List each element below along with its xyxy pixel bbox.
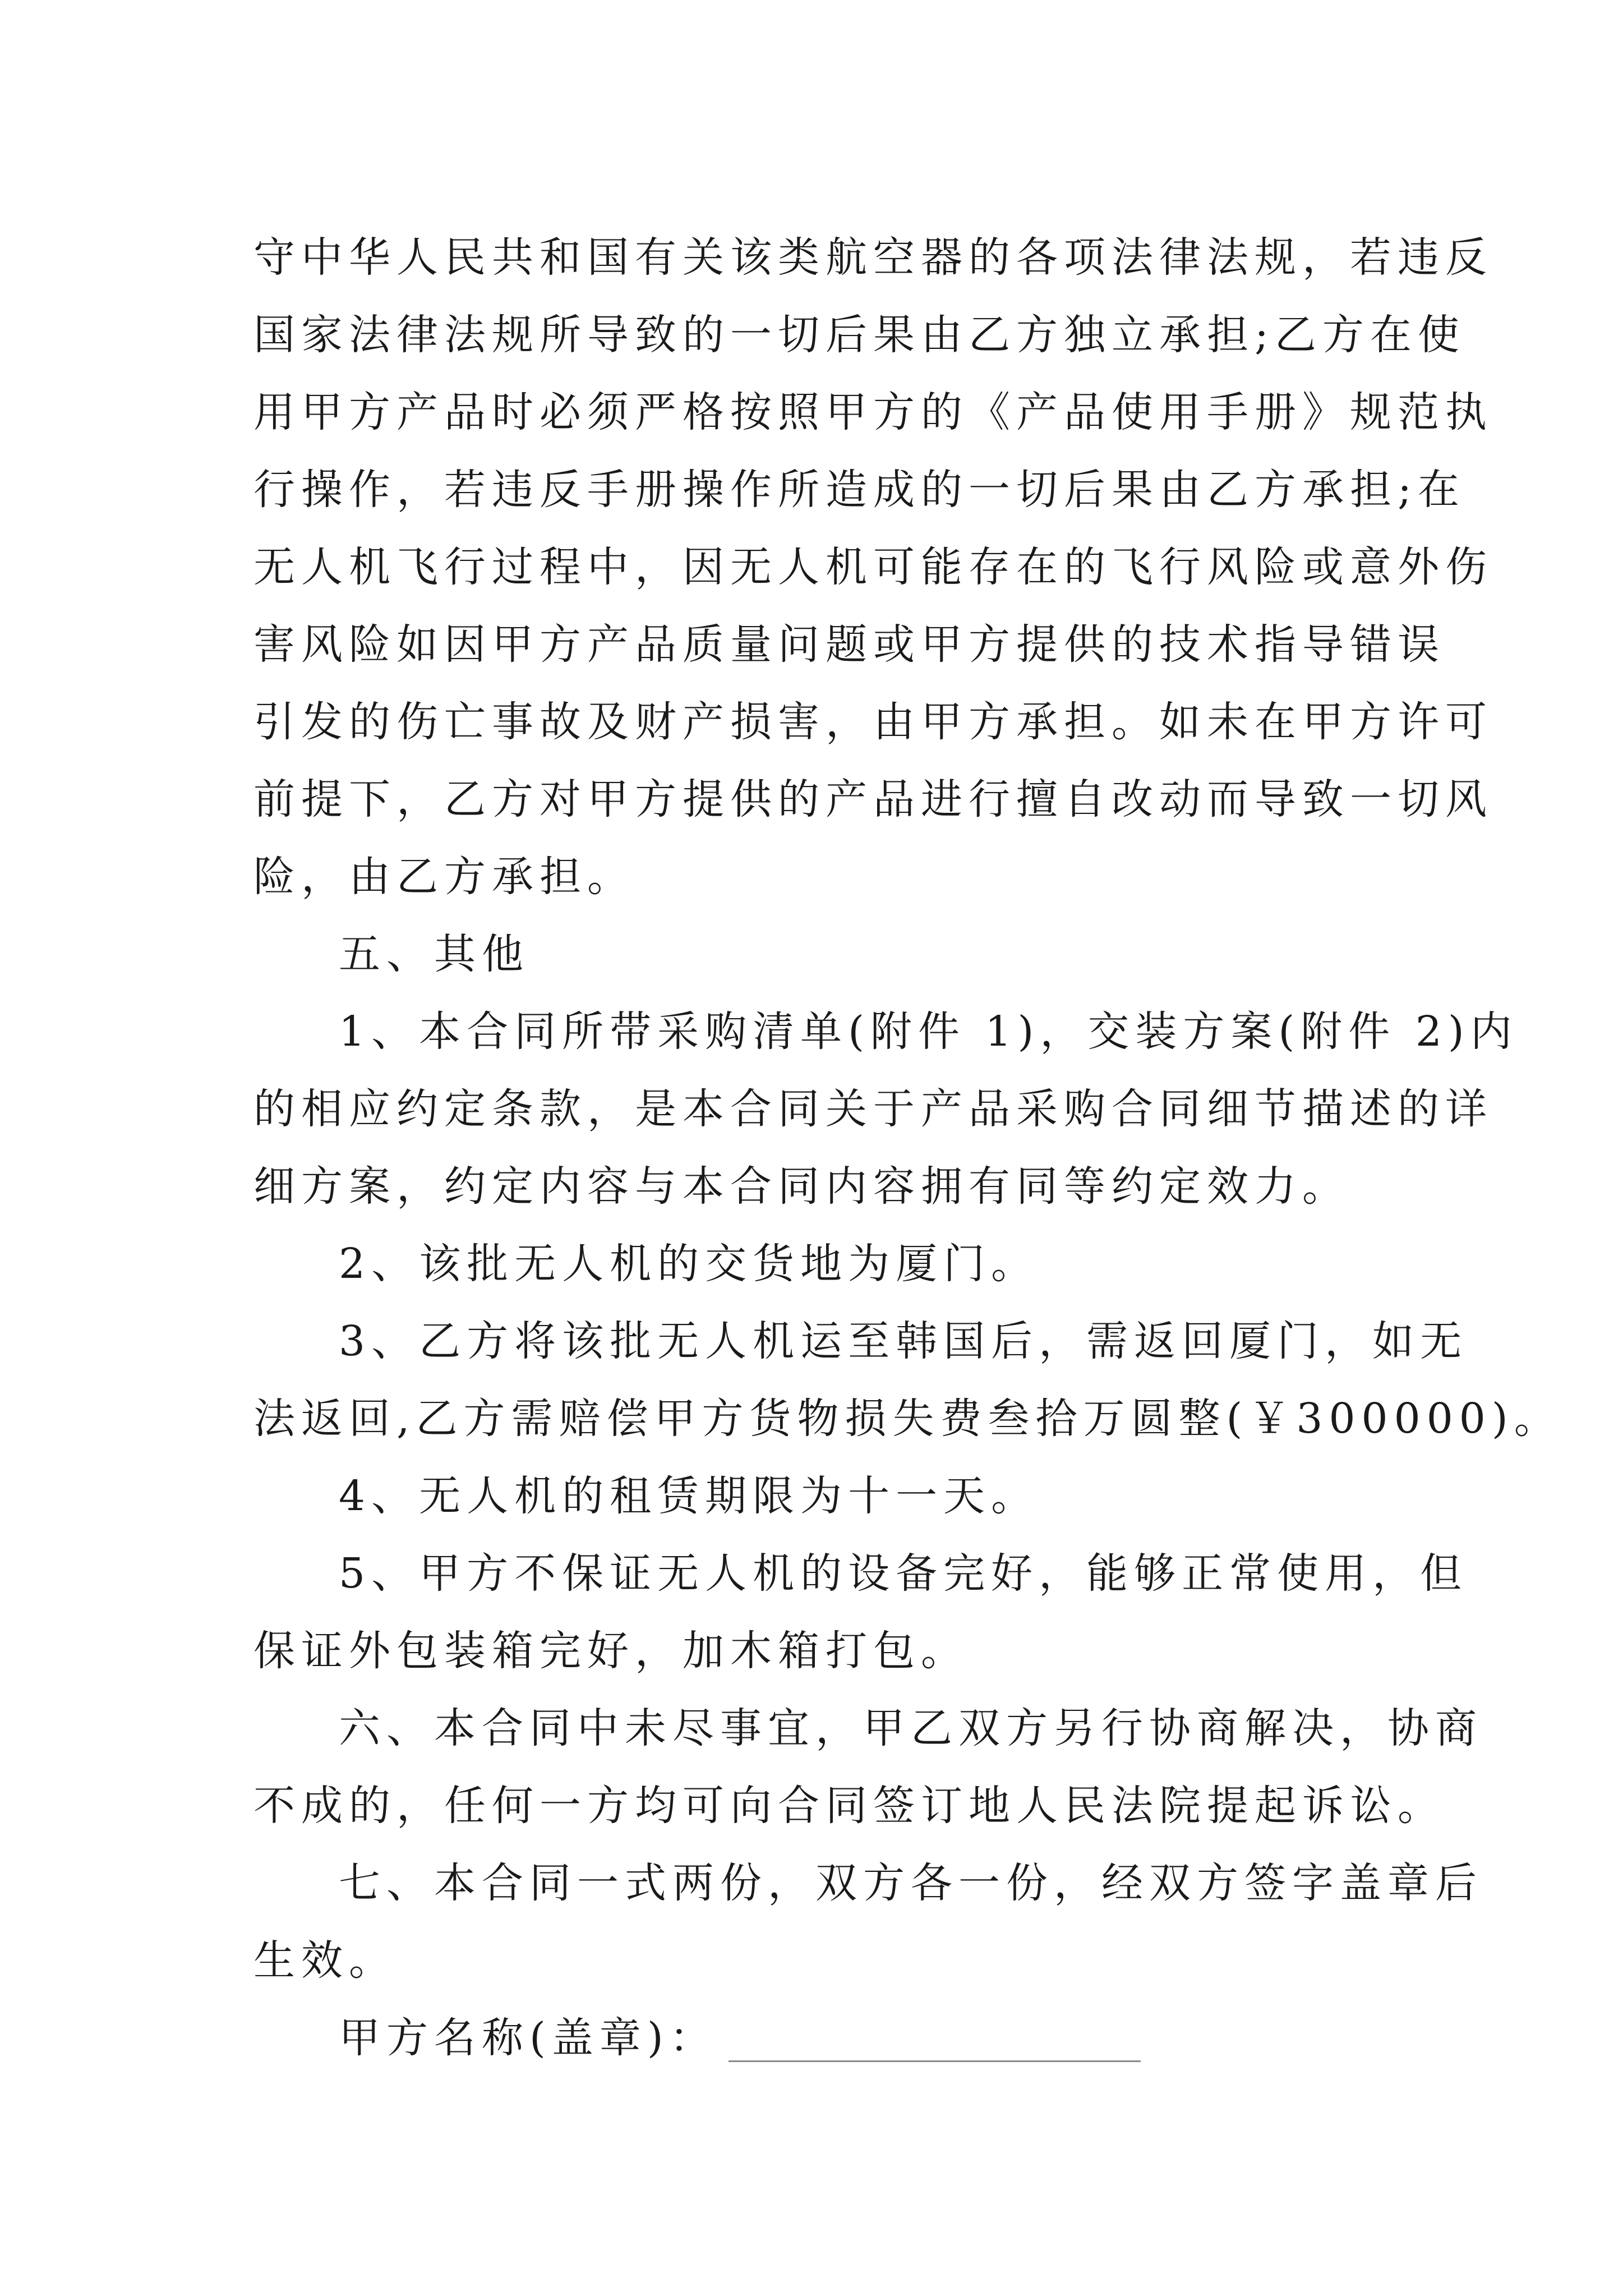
text-line: 不成的，任何一方均可向合同签订地人民法院提起诉讼。 xyxy=(253,1782,1445,1830)
text-line: 七、本合同一式两份，双方各一份，经双方签字盖章后 xyxy=(339,1859,1483,1907)
contract-body-text xyxy=(253,219,1562,1999)
text-line: 引发的伤亡事故及财产损害，由甲方承担。如未在甲方许可 xyxy=(253,698,1493,746)
signature-label: 甲方名称(盖章)： xyxy=(339,2014,717,2062)
text-line: 4、无人机的租赁期限为十一天。 xyxy=(339,1472,1039,1520)
text-line: 六、本合同中未尽事宜，甲乙双方另行协商解决，协商 xyxy=(339,1704,1483,1752)
text-line: 细方案，约定内容与本合同内容拥有同等约定效力。 xyxy=(253,1162,1350,1211)
text-line: 前提下，乙方对甲方提供的产品进行擅自改动而导致一切风 xyxy=(253,775,1493,823)
signature-line xyxy=(253,1999,1375,2077)
text-line: 5、甲方不保证无人机的设备完好，能够正常使用，但 xyxy=(339,1549,1468,1598)
text-line: 害风险如因甲方产品质量问题或甲方提供的技术指导错误 xyxy=(253,620,1445,669)
text-line: 险，由乙方承担。 xyxy=(253,853,635,901)
signature-blank-field xyxy=(728,2060,1141,2062)
text-line: 用甲方产品时必须严格按照甲方的《产品使用手册》规范执 xyxy=(253,388,1493,436)
text-line: 法返回,乙方需赔偿甲方货物损失费叁拾万圆整(￥300000)。 xyxy=(253,1395,1562,1443)
text-line: 生效。 xyxy=(253,1936,396,1985)
text-line: 守中华人民共和国有关该类航空器的各项法律法规，若违反 xyxy=(253,233,1493,282)
text-line: 1、本合同所带采购清单(附件 1)，交装方案(附件 2)内 xyxy=(339,1007,1518,1056)
text-line: 3、乙方将该批无人机运至韩国后，需返回厦门，如无 xyxy=(339,1317,1468,1365)
text-line: 国家法律法规所导致的一切后果由乙方独立承担;乙方在使 xyxy=(253,311,1465,359)
text-line: 的相应约定条款，是本合同关于产品采购合同细节描述的详 xyxy=(253,1085,1493,1133)
document-page xyxy=(253,219,1562,2077)
text-line: 无人机飞行过程中，因无人机可能存在的飞行风险或意外伤 xyxy=(253,543,1493,591)
text-line: 保证外包装箱完好，加木箱打包。 xyxy=(253,1627,969,1675)
text-line: 五、其他 xyxy=(339,930,529,978)
text-line: 2、该批无人机的交货地为厦门。 xyxy=(339,1240,1039,1288)
text-line: 行操作，若违反手册操作所造成的一切后果由乙方承担;在 xyxy=(253,466,1465,514)
